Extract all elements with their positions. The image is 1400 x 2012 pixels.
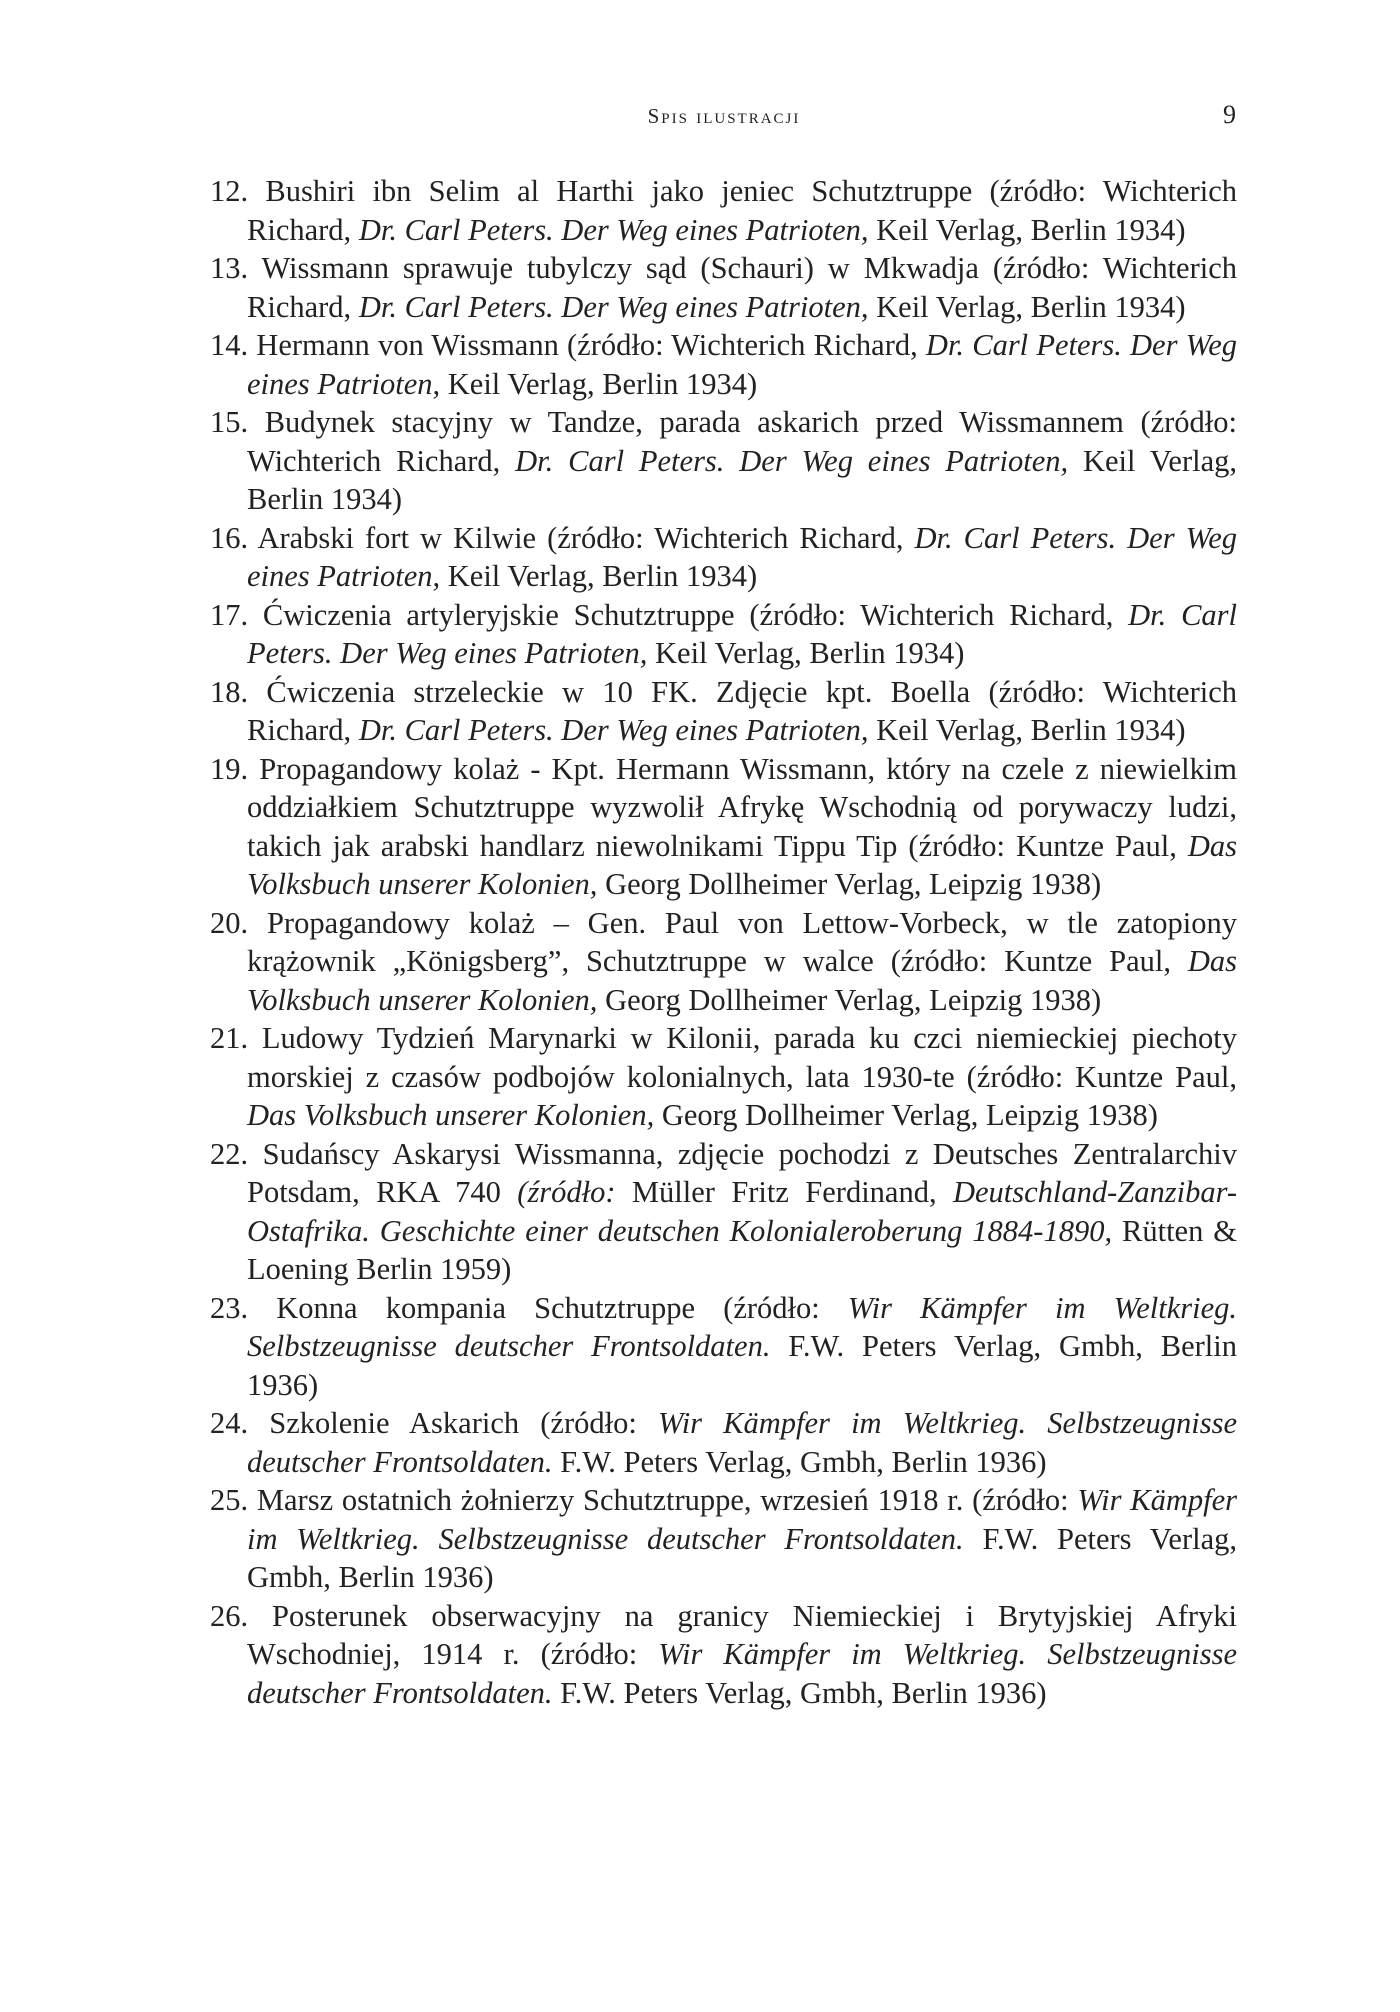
item-number: 12.	[210, 174, 249, 208]
item-number: 21.	[210, 1021, 249, 1055]
item-text: Keil Verlag, Berlin 1934)	[647, 636, 965, 670]
item-number: 14.	[210, 328, 249, 362]
item-number: 16.	[210, 520, 249, 555]
item-text: Wissmann sprawuje tubylczy sąd (Schauri) w Mkwadja (źródło: Wichterich Richard,	[247, 251, 1237, 324]
item-number: 25.	[210, 1483, 249, 1517]
item-text: Szkolenie Askarich (źródło:	[269, 1406, 658, 1440]
list-item	[210, 1289, 1237, 1405]
list-item	[210, 1019, 1237, 1135]
item-text: Müller Fritz Ferdinand,	[615, 1175, 953, 1209]
list-item	[210, 519, 1237, 596]
item-number: 24.	[210, 1406, 249, 1440]
item-title-italic: Wir Kämpfer im Weltkrieg. Selbstzeugnisse deutscher Frontsoldaten.	[247, 1406, 1238, 1479]
item-text: Georg Dollheimer Verlag, Leipzig 1938)	[597, 867, 1102, 901]
item-title-italic: Dr. Carl Peters. Der Weg eines Patrioten,	[247, 597, 1238, 670]
item-text: Keil Verlag, Berlin 1934)	[868, 212, 1186, 247]
item-text: F.W. Peters Verlag, Gmbh, Berlin 1936)	[247, 1521, 1237, 1594]
item-text: Budynek stacyjny w Tandze, parada askarich przed Wissmannem (źródło: Wichterich Richard,	[247, 405, 1238, 478]
list-item	[210, 904, 1237, 1020]
item-title-italic: Dr. Carl Peters. Der Weg eines Patrioten,	[358, 289, 869, 324]
list-item	[210, 172, 1237, 249]
item-text: Rütten & Loening Berlin 1959)	[247, 1213, 1237, 1286]
running-header	[212, 100, 1236, 140]
item-text: F.W. Peters Verlag, Gmbh, Berlin 1936)	[552, 1675, 1047, 1710]
page-number: 9	[1223, 100, 1236, 129]
list-item	[210, 326, 1237, 403]
list-item	[210, 750, 1237, 904]
item-number: 15.	[210, 405, 249, 439]
item-text: Ćwiczenia artyleryjskie Schutztruppe (źródło: Wichterich Richard,	[262, 597, 1129, 632]
item-text: Georg Dollheimer Verlag, Leipzig 1938)	[597, 982, 1102, 1017]
item-title-italic: Das Volksbuch unserer Kolonien,	[247, 1098, 655, 1132]
item-title-italic: Dr. Carl Peters. Der Weg eines Patrioten,	[247, 520, 1237, 593]
illustration-list	[210, 172, 1237, 1712]
item-text: Posterunek obserwacyjny na granicy Niemieckiej i Brytyjskiej Afryki Wschodniej, 1914 r. (źródło:	[247, 1598, 1237, 1671]
item-text: F.W. Peters Verlag, Gmbh, Berlin 1936)	[247, 1329, 1237, 1402]
item-text: Marsz ostatnich żołnierzy Schutztruppe, wrzesień 1918 r. (źródło:	[256, 1483, 1078, 1517]
item-number: 20.	[210, 905, 249, 940]
item-title-italic: Deutschland-Zanzibar-Ostafrika. Geschichte einer deutschen Kolonialeroberung 1884-1890,	[247, 1175, 1238, 1248]
item-title-italic: Wir Kämpfer im Weltkrieg. Selbstzeugnisse deutscher Frontsoldaten.	[247, 1637, 1238, 1710]
item-text: Keil Verlag, Berlin 1934)	[868, 713, 1186, 747]
item-number: 19.	[210, 751, 249, 786]
running-title: Spis ilustracji	[647, 104, 801, 128]
item-text: F.W. Peters Verlag, Gmbh, Berlin 1936)	[552, 1444, 1047, 1479]
item-number: 22.	[210, 1136, 249, 1171]
item-text: Propagandowy kolaż - Kpt. Hermann Wissmann, który na czele z niewielkim oddziałkiem Schutztruppe wyzwolił Afrykę Wschodnią od porywaczy ludzi, takich jak arabski handlarz niewolnikami Tippu Tip (źródło: Kuntze Paul,	[247, 751, 1237, 863]
list-item	[210, 1597, 1237, 1713]
item-title-italic: (źródło:	[517, 1175, 616, 1209]
item-number: 26.	[210, 1598, 249, 1633]
item-text: Arabski fort w Kilwie (źródło: Wichterich Richard,	[257, 520, 915, 555]
item-text: Keil Verlag, Berlin 1934)	[247, 443, 1238, 516]
item-number: 23.	[210, 1290, 249, 1325]
item-title-italic: Dr. Carl Peters. Der Weg eines Patrioten,	[358, 212, 869, 247]
item-number: 18.	[210, 674, 249, 709]
item-text: Hermann von Wissmann (źródło: Wichterich Richard,	[256, 328, 926, 362]
item-text: Sudańscy Askarysi Wissmanna, zdjęcie pochodzi z Deutsches Zentralarchiv Potsdam, RKA 740	[247, 1136, 1238, 1209]
item-title-italic: Dr. Carl Peters. Der Weg eines Patrioten,	[247, 328, 1238, 401]
list-item	[210, 596, 1237, 673]
item-text: Ludowy Tydzień Marynarki w Kilonii, parada ku czci niemieckiej piechoty morskiej z czasów podbojów kolonialnych, lata 1930-te (źródło: Kuntze Paul,	[247, 1021, 1237, 1094]
item-title-italic: Dr. Carl Peters. Der Weg eines Patrioten,	[515, 443, 1069, 478]
list-item	[210, 673, 1237, 750]
list-item	[210, 403, 1237, 519]
item-number: 17.	[210, 597, 249, 632]
item-text: Georg Dollheimer Verlag, Leipzig 1938)	[654, 1098, 1158, 1132]
list-item	[210, 249, 1237, 326]
list-item	[210, 1404, 1237, 1481]
item-text: Ćwiczenia strzeleckie w 10 FK. Zdjęcie kpt. Boella (źródło: Wichterich Richard,	[247, 674, 1238, 747]
item-title-italic: Dr. Carl Peters. Der Weg eines Patrioten,	[358, 713, 869, 747]
list-item	[210, 1481, 1237, 1597]
item-number: 13.	[210, 251, 249, 285]
item-title-italic: Wir Kämpfer im Weltkrieg. Selbstzeugnisse deutscher Frontsoldaten.	[247, 1290, 1238, 1363]
item-text: Propagandowy kolaż – Gen. Paul von Lettow-Vorbeck, w tle zatopiony krążownik „Königsberg”, Schutztruppe w walce (źródło: Kuntze Paul,	[247, 905, 1238, 978]
item-title-italic: Wir Kämpfer im Weltkrieg. Selbstzeugnisse deutscher Frontsoldaten.	[247, 1483, 1237, 1556]
item-text: Keil Verlag, Berlin 1934)	[440, 559, 758, 593]
item-text: Bushiri ibn Selim al Harthi jako jeniec Schutztruppe (źródło: Wichterich Richard,	[247, 174, 1237, 247]
item-text: Konna kompania Schutztruppe (źródło:	[276, 1290, 848, 1325]
item-text: Keil Verlag, Berlin 1934)	[440, 366, 758, 401]
item-title-italic: Das Volksbuch unserer Kolonien,	[247, 944, 1237, 1017]
item-title-italic: Das Volksbuch unserer Kolonien,	[247, 828, 1237, 901]
item-text: Keil Verlag, Berlin 1934)	[868, 289, 1186, 324]
list-item	[210, 1135, 1237, 1289]
